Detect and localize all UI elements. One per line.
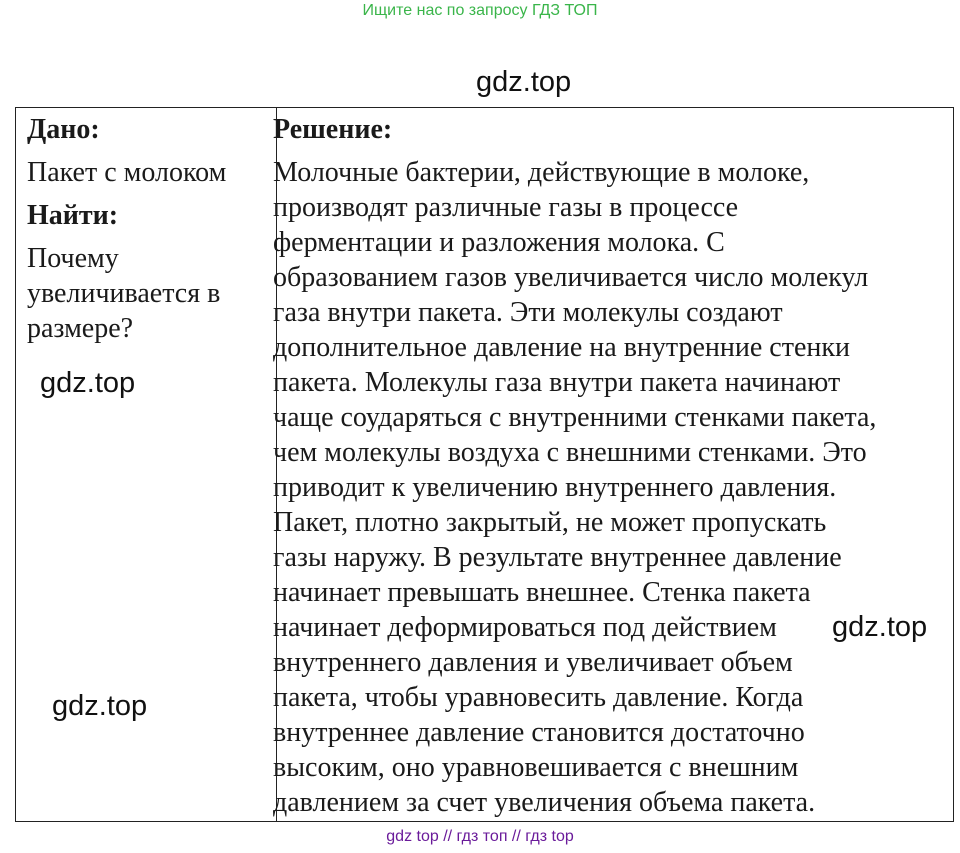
- solution-line: приводит к увеличению внутреннего давления.: [273, 472, 837, 503]
- given-value: Пакет с молоком: [27, 157, 227, 188]
- solution-line: образованием газов увеличивается число молекул: [273, 262, 869, 293]
- solution-line: пакета, чтобы уравновесить давление. Когда: [273, 682, 804, 713]
- solution-line: начинает деформироваться под действием: [273, 612, 777, 643]
- find-heading: Найти:: [27, 200, 119, 231]
- watermark: gdz.top: [832, 611, 928, 643]
- solution-line: высоким, оно уравновешивается с внешним: [273, 752, 799, 783]
- solution-line: дополнительное давление на внутренние стенки: [273, 332, 850, 363]
- solution-line: пакета. Молекулы газа внутри пакета начинают: [273, 367, 841, 398]
- given-column: [27, 112, 267, 346]
- solution-line: начинает превышать внешнее. Стенка пакета: [273, 577, 811, 608]
- solution-line: внутреннего давления и увеличивает объем: [273, 647, 793, 678]
- solution-line: газа внутри пакета. Эти молекулы создают: [273, 297, 783, 328]
- solution-line: производят различные газы в процессе: [273, 192, 739, 223]
- solution-line: чем молекулы воздуха с внешними стенками. Это: [273, 437, 867, 468]
- solution-text: [273, 155, 951, 820]
- solution-line: давлением за счет увеличения объема пакета.: [273, 787, 816, 818]
- solution-line: ферментации и разложения молока. С: [273, 227, 725, 258]
- solution-line: газы наружу. В результате внутреннее давление: [273, 542, 842, 573]
- solution-table: [15, 107, 954, 822]
- solution-column: [273, 112, 951, 820]
- solution-line: Молочные бактерии, действующие в молоке,: [273, 157, 810, 188]
- bottom-banner: gdz top // гдз топ // гдз top: [386, 828, 574, 845]
- given-heading: Дано:: [27, 114, 100, 145]
- solution-heading: Решение:: [273, 114, 393, 145]
- find-question: Почему увеличивается в размере?: [27, 243, 221, 344]
- solution-line: чаще соударяться с внутренними стенками пакета,: [273, 402, 877, 433]
- watermark: gdz.top: [476, 66, 572, 98]
- solution-line: Пакет, плотно закрытый, не может пропускать: [273, 507, 827, 538]
- watermark: gdz.top: [40, 367, 136, 399]
- top-banner: Ищите нас по запросу ГДЗ ТОП: [362, 2, 598, 19]
- solution-line: внутреннее давление становится достаточно: [273, 717, 805, 748]
- watermark: gdz.top: [52, 690, 148, 722]
